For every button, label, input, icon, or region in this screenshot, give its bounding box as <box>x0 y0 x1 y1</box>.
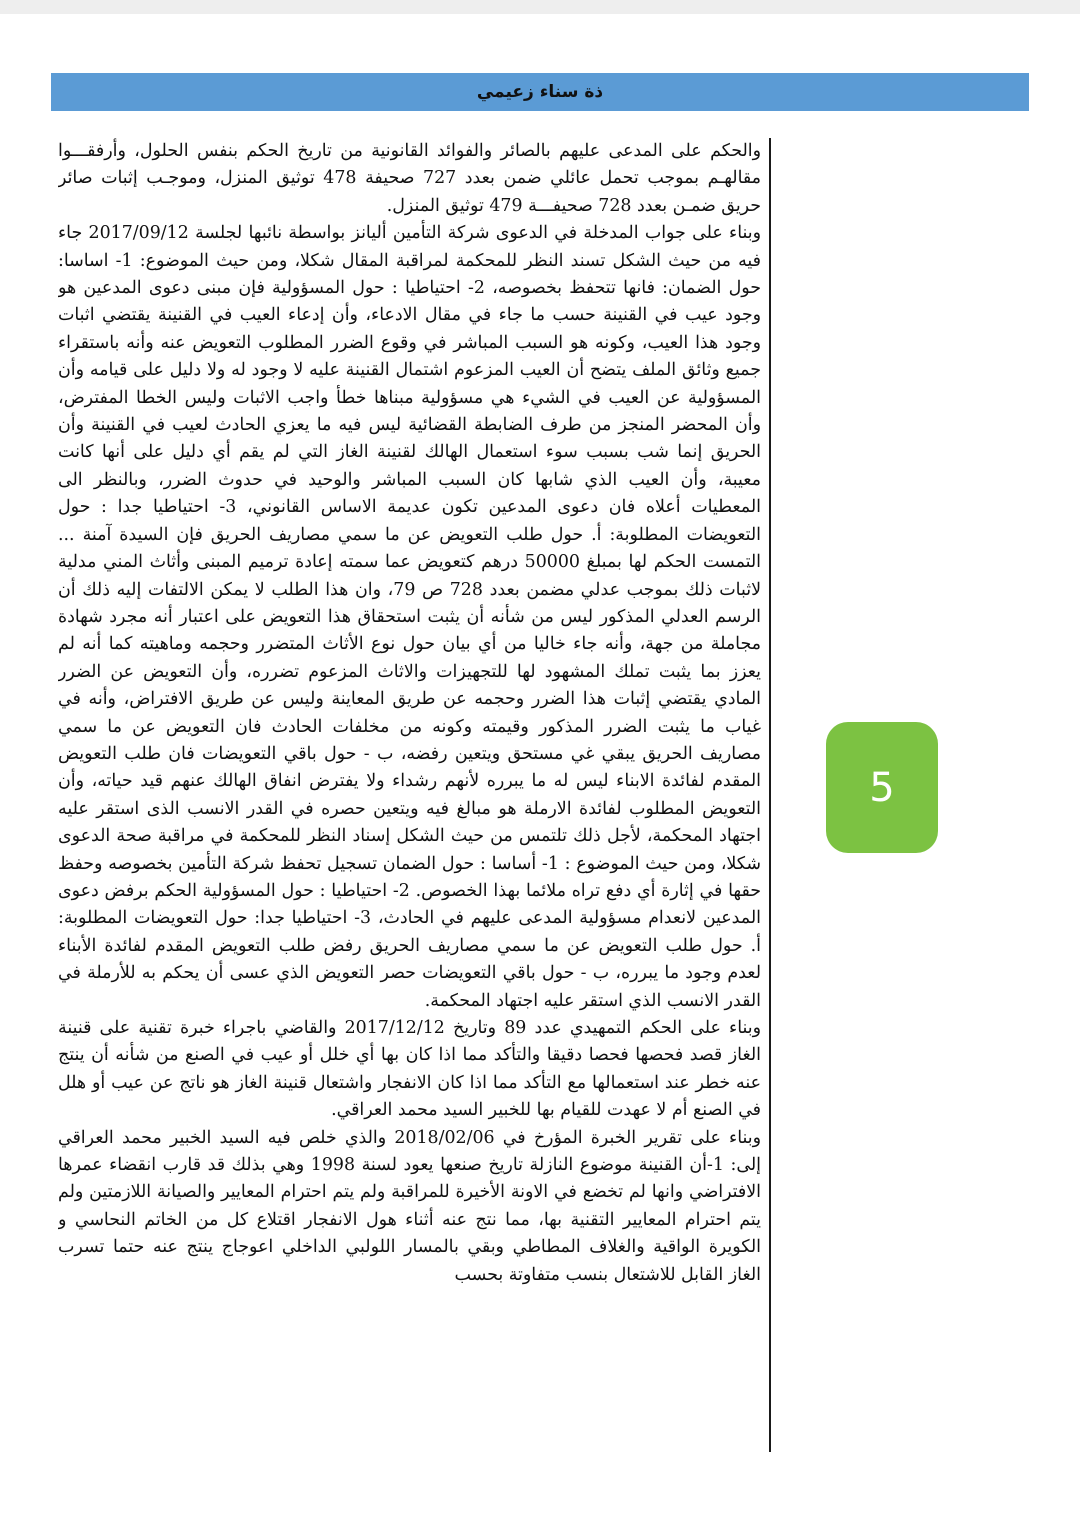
document-body <box>58 138 771 1452</box>
author-name: ذة سناء زعيمي <box>476 82 604 102</box>
paragraph-claim: والحكم على المدعى عليهم بالصائر والفوائد القانونية من تاريخ الحكم بنفس الحلول، وأرفقـــوا مقالهـم بموجب تحمل عائلي ضمن بعدد 727 صحيفة 478 توثيق المنزل، وموجـب إثبات صائر حريق ضمـن بعدد 728 صحيفـــة 479 توثيق المنزل. <box>58 141 761 216</box>
paragraph-preliminary-ruling: وبناء على الحكم التمهيدي عدد 89 وتاريخ 2017/12/12 والقاضي باجراء خبرة تقنية على قنينة الغاز قصد فحصها فحصا دقيقا والتأكد مما اذا كان بها أي خلل أو عيب في الصنع من شأنه أن ينتج عنه خطر عند استعمالها مع التأكد مما اذا كان الانفجار واشتعال قنينة الغاز هو ناتج عن عيب أو هلل في الصنع أم لا عهدت للقيام بها للخبير السيد محمد العراقي. <box>58 1018 762 1121</box>
page-top-edge <box>0 0 1080 14</box>
paragraph-expert-report: وبناء على تقرير الخبرة المؤرخ في 2018/02/06 والذي خلص فيه السيد الخبير محمد العراقي إلى: 1-أن القنينة موضوع النازلة تاريخ صنعها يعود لسنة 1998 وهي بذلك قد قارب انقضاء عمرها الافتراضي وانها لم تخضع في الاونة الأخيرة للمراقبة ولم يتم احترام المعايير والصيانة اللازمتين ولم يتم احترام المعايير التقنية بها، مما نتج عنه أثناء هول الانفجار اقتلاع كل من الخاتم النحاسي و الكويرة الواقية والغلاف المطاطي وبقي بالمسار اللولبي الداخلي اعوجاج ينتج عنه حتما تسرب الغاز القابل للاشتعال بنسب متفاوتة بحسب <box>58 1127 761 1285</box>
page-number: 5 <box>869 764 895 811</box>
header-bar <box>51 73 1029 111</box>
paragraph-insurer-response: وبناء على جواب المدخلة في الدعوى شركة التأمين أليانز بواسطة نائبها لجلسة 2017/09/12 جاء فيه من حيث الشكل تسند النظر للمحكمة لمراقبة المقال شكلا، ومن حيث الموضوع: 1- اساسا: حول الضمان: فانها تتحفظ بخصوصه، 2- احتياطيا : حول المسؤولية فإن مبنى دعوى المدعين هو وجود عيب في القنينة حسب ما جاء في مقال الادعاء، وأن إدعاء العيب في القنينة يقتضي اثبات وجود هذا العيب، وكونه هو السبب المباشر في وقوع الضرر المطلوب التعويض عنه وأنه باستقراء جميع وثائق الملف يتضح أن العيب المزعوم اشتمال القنينة عليه لا وجود له ولا دليل على قيامه وأن المسؤولية عن العيب في الشيء هي مسؤولية مبناها خطأ واجب الاثبات وليس الخطا المفترض، وأن المحضر المنجز من طرف الضابطة القضائية ليس فيه ما يعزي الحادث لعيب في القنينة وأن الحريق إنما شب بسبب سوء استعمال الهالك لقنينة الغاز التي لم يقم أي دليل على أنها كانت معيبة، وأن العيب الذي شابها كان السبب المباشر والوحيد في حدوث الضرر، وبالنظر الى المعطيات أعلاه فان دعوى المدعين تكون عديمة الاساس القانوني، 3- احتياطيا جدا : حول التعويضات المطلوبة: أ. حول طلب التعويض عن ما سمي مصاريف الحريق فإن السيدة آمنة ... التمست الحكم لها بمبلغ 50000 درهم كتعويض عما سمته إعادة ترميم المبنى وأثاث المني مدلية لاثبات ذلك بموجب عدلي مضمن بعدد 728 ص 79، وان هذا الطلب لا يمكن الالتفات إليه ذلك أن الرسم العدلي المذكور ليس من شأنه أن يثبت استحقاق هذا التعويض على اعتبار أنه مجرد شهادة مجاملة من جهة، وأنه جاء خاليا من أي بيان حول نوع الأثاث المتضرر وحجمه وماهيته كما أنه لم يعزز بما يثبت تملك المشهود لها للتجهيزات والاثاث المزعوم تضرره، وأن التعويض عن الضرر المادي يقتضي إثبات هذا الضرر وحجمه عن طريق المعاينة وليس عن طريق الافتراض، وأنه في غياب ما يثبت الضرر المذكور وقيمته وكونه من مخلفات الحادث فان التعويض عن ما سمي مصاريف الحريق يبقي غي مستحق ويتعين رفضه، ب - حول باقي التعويضات فان طلب التعويض المقدم لفائدة الابناء ليس له ما يبرره لأنهم رشداء ولا يفترض انفاق الهالك عنهم قيد حياته، وأن التعويض المطلوب لفائدة الارملة هو مبالغ فيه ويتعين حصره في القدر الانسب الذى استقر عليه اجتهاد المحكمة، لأجل ذلك تلتمس من حيث الشكل إسناد النظر للمحكمة في مراقبة صحة الدعوى شكلا، ومن حيث الموضوع : 1- أساسا : حول الضمان تسجيل تحفظ شركة التأمين بخصوصه وحفظ حقها في إثارة أي دفع تراه ملائما بهذا الخصوص. 2- احتياطيا : حول المسؤولية الحكم برفض دعوى المدعين لانعدام مسؤولية المدعى عليهم في الحادث، 3- احتياطيا جدا: حول التعويضات المطلوبة: أ. حول طلب التعويض عن ما سمي مصاريف الحريق رفض طلب التعويض المقدم لفائدة الأبناء لعدم وجود ما يبرره، ب - حول باقي التعويضات حصر التعويض الذي عسى أن يحكم به للأرملة في القدر الانسب الذي استقر عليه اجتهاد المحكمة. <box>58 223 762 1011</box>
page-number-badge <box>826 722 938 853</box>
